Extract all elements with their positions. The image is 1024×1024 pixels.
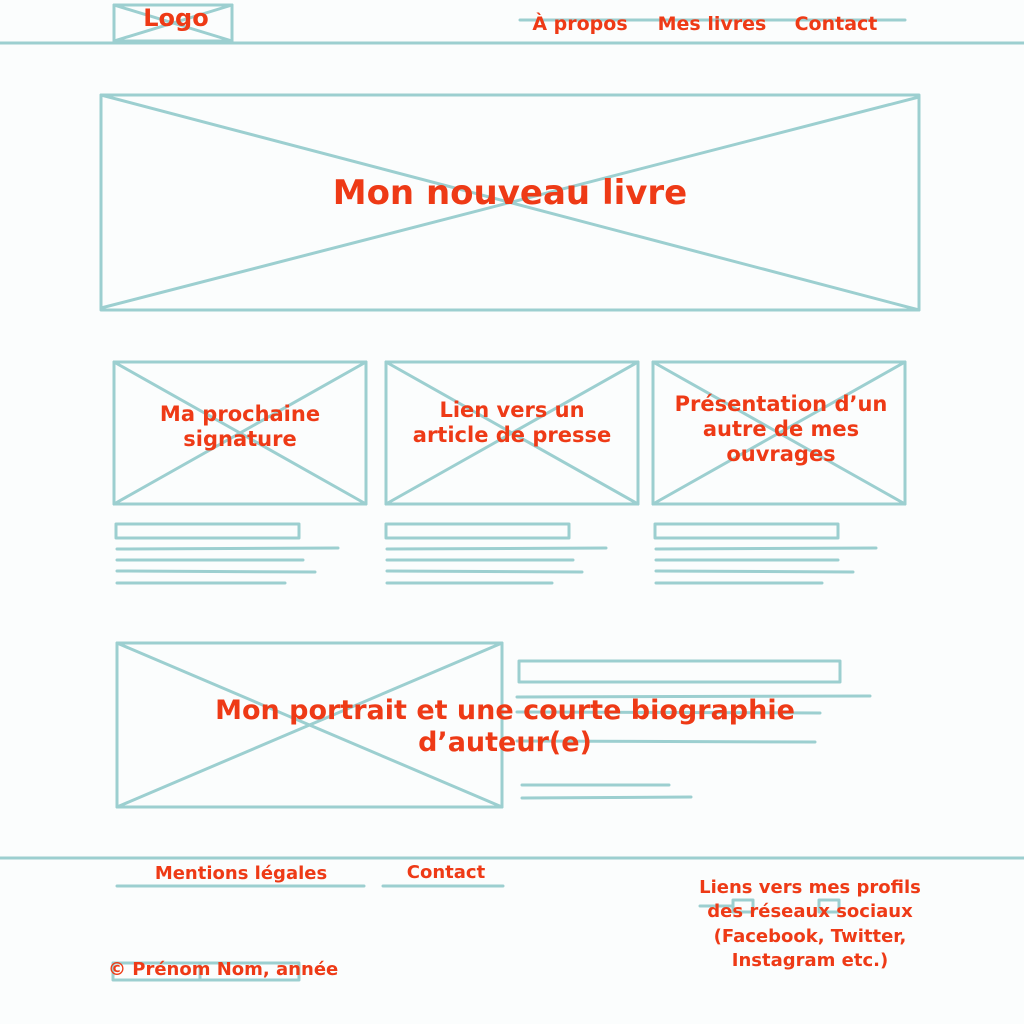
social-line-4: Instagram etc.) <box>731 949 889 971</box>
card-text-lines-2 <box>386 524 606 583</box>
copyright-text: © Prénom Nom, année <box>108 959 339 980</box>
social-links-text <box>680 876 940 973</box>
footer-link-mentions-legales[interactable]: Mentions légales <box>154 863 328 884</box>
card-text-lines-3 <box>655 524 876 583</box>
card-title-1 <box>114 402 366 452</box>
logo-label[interactable]: Logo <box>143 4 209 32</box>
card-text-lines-1 <box>116 524 338 583</box>
social-line-2: des réseaux sociaux <box>707 901 913 923</box>
nav-link-mes-livres[interactable]: Mes livres <box>657 13 767 35</box>
hero-title: Mon nouveau livre <box>332 173 688 213</box>
social-line-1: Liens vers mes profils <box>699 877 921 898</box>
nav-link-contact[interactable]: Contact <box>794 13 878 35</box>
bio-title-line-1: Mon portrait et une courte biographie <box>215 695 795 726</box>
card-title-1-line-2: signature <box>183 427 297 452</box>
nav-link-a-propos[interactable]: À propos <box>532 13 628 35</box>
card-title-3-line-2: autre de mes <box>702 417 860 442</box>
card-title-2-line-1: Lien vers un <box>439 398 585 422</box>
social-line-3: (Facebook, Twitter, <box>713 925 907 947</box>
bio-title-line-2: d’auteur(e) <box>418 727 592 759</box>
card-title-3 <box>650 392 912 468</box>
card-title-3-line-1: Présentation d’un <box>674 392 888 416</box>
card-title-3-line-3: ouvrages <box>726 442 836 467</box>
card-title-1-line-1: Ma prochaine <box>159 402 321 426</box>
footer-link-contact[interactable]: Contact <box>406 862 486 883</box>
bio-title <box>160 695 850 760</box>
card-title-2-line-2: article de presse <box>412 423 612 448</box>
card-title-2 <box>386 398 638 448</box>
